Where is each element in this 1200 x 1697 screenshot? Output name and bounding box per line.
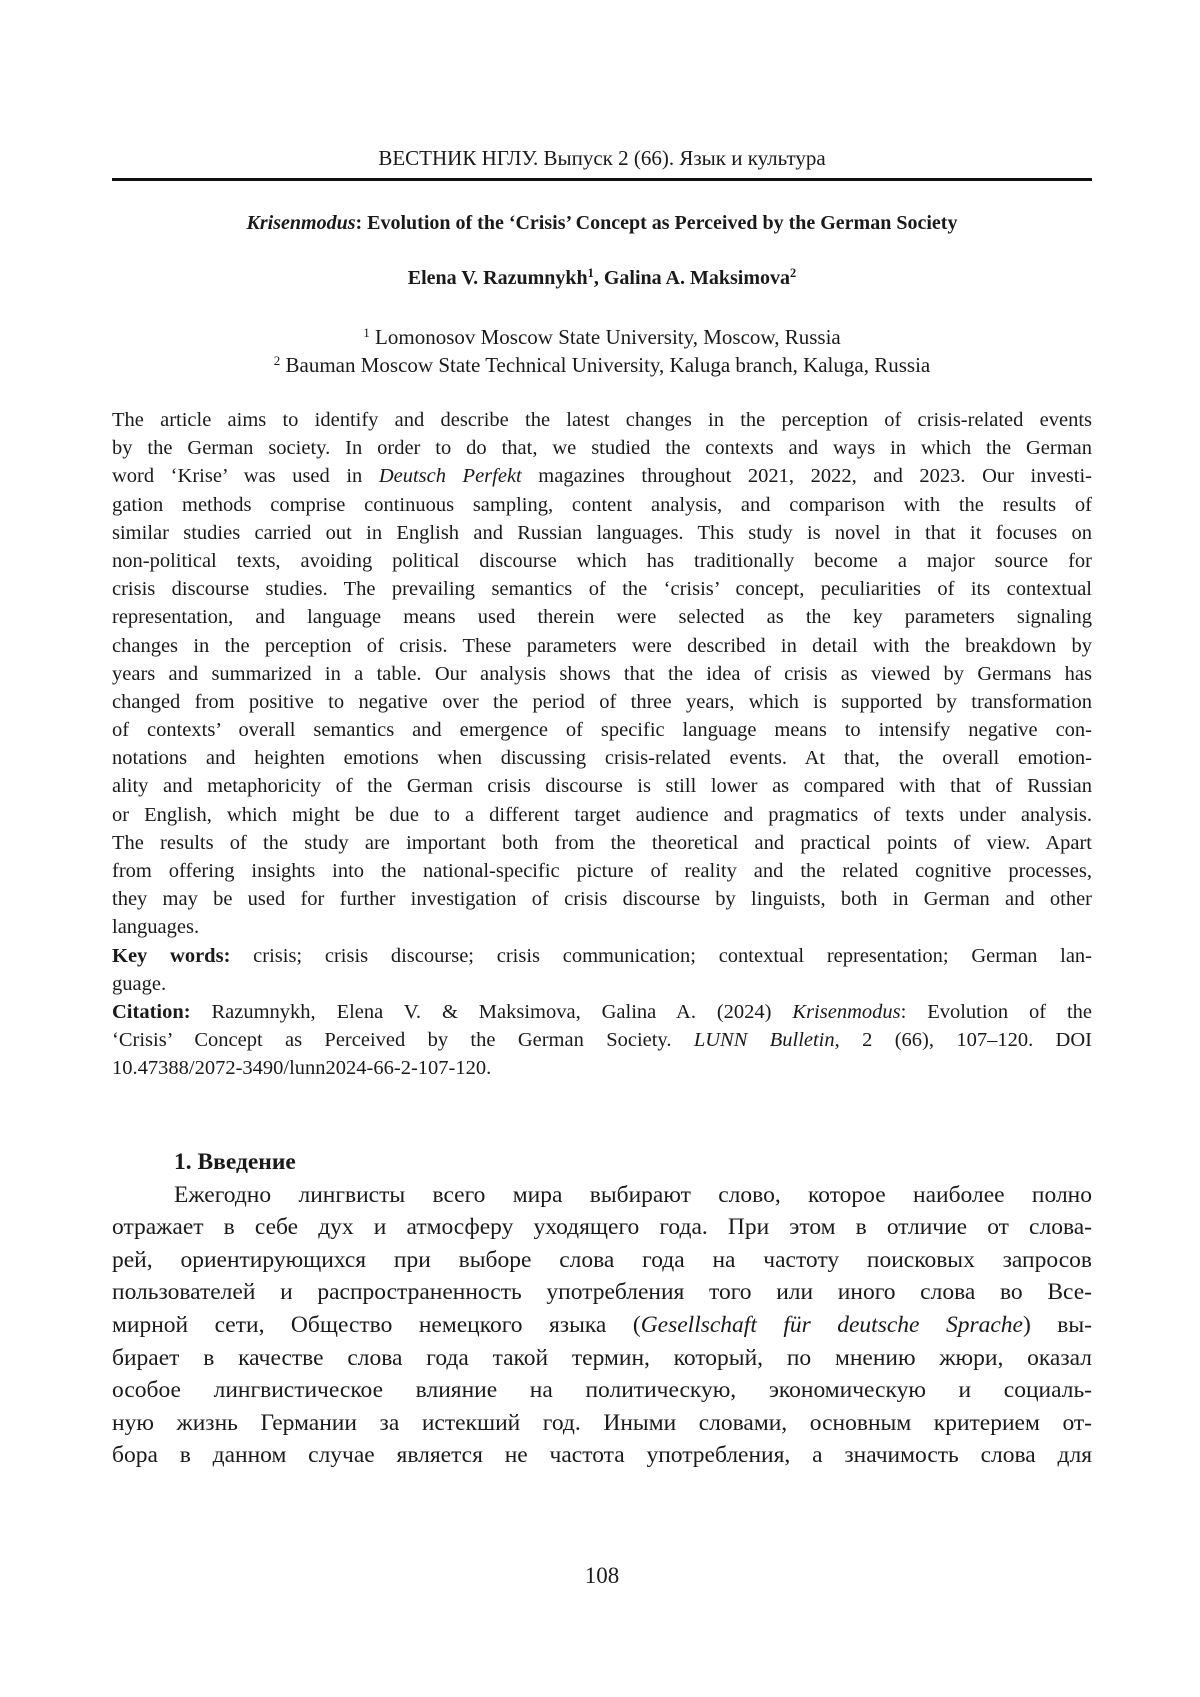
affiliation <box>112 351 1092 379</box>
text-line <box>112 744 1092 772</box>
text-segment: non-political texts, avoiding political discourse which has traditionally become a major source for <box>112 550 1092 572</box>
text-segment: word ‘Krise’ was used in <box>112 465 379 487</box>
text-segment: Ежегодно лингвисты всего мира выбирают слово, которое наиболее полно <box>174 1182 1092 1208</box>
text-line <box>112 519 1092 547</box>
text-segment: from offering insights into the national-specific picture of reality and the related cognitive processes, <box>112 860 1092 882</box>
text-line <box>112 801 1092 829</box>
text-line <box>112 716 1092 744</box>
text-line <box>112 1374 1092 1407</box>
text-line <box>112 857 1092 885</box>
text-segment: magazines throughout 2021, 2022, and 2023. Our investi- <box>522 465 1092 487</box>
text-segment: languages. <box>112 916 199 938</box>
text-segment: бирает в качестве слова года такой термин, который, по мнению жюри, оказал <box>112 1345 1092 1371</box>
running-head: ВЕСТНИК НГЛУ. Выпуск 2 (66). Язык и культура <box>112 146 1092 171</box>
text-line <box>112 1407 1092 1440</box>
text-line <box>112 998 1092 1026</box>
author-affil-mark: 2 <box>790 266 796 280</box>
text-line <box>112 942 1092 970</box>
text-segment: ‘Crisis’ Concept as Perceived by the German Society. <box>112 1029 694 1051</box>
affiliation-mark: 2 <box>274 353 281 368</box>
text-line <box>112 885 1092 913</box>
text-segment: notations and heighten emotions when discussing crisis-related events. At that, the overall emotion- <box>112 747 1092 769</box>
text-segment: отражает в себе дух и атмосферу уходящего года. При этом в отличие от слова- <box>112 1214 1092 1240</box>
text-segment: similar studies carried out in English and Russian languages. This study is novel in that it focuses on <box>112 522 1092 544</box>
affiliations <box>112 323 1092 379</box>
text-segment: years and summarized in a table. Our analysis shows that the idea of crisis as viewed by Germans has <box>112 663 1092 685</box>
text-segment: guage. <box>112 973 166 995</box>
page-number: 108 <box>112 1563 1092 1589</box>
text-segment: , 2 (66), 107–120. DOI <box>835 1029 1092 1051</box>
text-segment: Razumnykh, Elena V. & Maksimova, Galina A. (2024) <box>191 1001 793 1023</box>
affiliation <box>112 323 1092 351</box>
text-segment: crisis discourse studies. The prevailing semantics of the ‘crisis’ concept, peculiarities of its contextual <box>112 578 1092 600</box>
title-rest: : Evolution of the ‘Crisis’ Concept as Perceived by the German Society <box>355 212 957 234</box>
text-segment: representation, and language means used therein were selected as the key parameters signaling <box>112 606 1092 628</box>
text-line <box>112 1439 1092 1472</box>
text-line <box>112 1309 1092 1342</box>
text-segment: : Evolution of the <box>901 1001 1092 1023</box>
header-rule <box>112 178 1092 181</box>
text-segment: пользователей и распространенность употребления того или иного слова во Все- <box>112 1279 1092 1305</box>
abstract <box>112 406 1092 1083</box>
italic-text: LUNN Bulletin <box>694 1029 835 1051</box>
text-segment: мирной сети, Общество немецкого языка ( <box>112 1312 641 1338</box>
text-line <box>112 603 1092 631</box>
text-line <box>112 660 1092 688</box>
text-segment: The article aims to identify and describe the latest changes in the perception of crisis-related events <box>112 409 1092 431</box>
text-segment: бора в данном случае является не частота употребления, а значимость слова для <box>112 1442 1092 1468</box>
text-line <box>112 1342 1092 1375</box>
text-segment: crisis; crisis discourse; crisis communication; contextual representation; German lan- <box>230 945 1092 967</box>
text-segment: 10.47388/2072-3490/lunn2024-66-2-107-120. <box>112 1057 491 1079</box>
article-title <box>112 212 1092 235</box>
text-line <box>112 406 1092 434</box>
text-segment: ную жизнь Германии за истекший год. Иными словами, основным критерием от- <box>112 1410 1092 1436</box>
introduction-section <box>112 1146 1092 1472</box>
bold-label: Citation: <box>112 1001 191 1023</box>
text-segment: changed from positive to negative over the period of three years, which is supported by transformation <box>112 691 1092 713</box>
text-segment: ality and metaphoricity of the German crisis discourse is still lower as compared with that of Russian <box>112 775 1092 797</box>
text-line <box>112 547 1092 575</box>
section-heading: 1. Введение <box>112 1146 1092 1179</box>
text-segment: рей, ориентирующихся при выборе слова года на частоту поисковых запросов <box>112 1247 1092 1273</box>
text-segment: The results of the study are important both from the theoretical and practical points of view. Apart <box>112 832 1092 854</box>
text-line <box>112 1276 1092 1309</box>
author-name: Galina A. Maksimova <box>604 267 790 289</box>
text-line <box>112 1244 1092 1277</box>
text-segment: of contexts’ overall semantics and emergence of specific language means to intensify negative con- <box>112 719 1092 741</box>
text-line <box>112 462 1092 490</box>
text-segment: by the German society. In order to do that, we studied the contexts and ways in which the German <box>112 437 1092 459</box>
text-line <box>112 1179 1092 1212</box>
text-segment: особое лингвистическое влияние на политическую, экономическую и социаль- <box>112 1377 1092 1403</box>
text-segment: or English, which might be due to a different target audience and pragmatics of texts under analysis. <box>112 804 1092 826</box>
text-line <box>112 632 1092 660</box>
text-segment: gation methods comprise continuous sampling, content analysis, and comparison with the results of <box>112 494 1092 516</box>
text-line <box>112 913 1092 941</box>
italic-text: Deutsch Perfekt <box>379 465 522 487</box>
authors <box>112 267 1092 290</box>
italic-text: Gesellschaft für deutsche Sprache <box>641 1312 1023 1338</box>
author-separator: , <box>594 267 604 289</box>
section-body <box>112 1179 1092 1472</box>
text-line <box>112 1026 1092 1054</box>
affiliation-mark: 1 <box>363 325 370 340</box>
text-line <box>112 772 1092 800</box>
text-segment: they may be used for further investigation of crisis discourse by linguists, both in German and other <box>112 888 1092 910</box>
affiliation-text: Bauman Moscow State Technical University, Kaluga branch, Kaluga, Russia <box>280 353 930 377</box>
italic-text: Krisenmodus <box>792 1001 900 1023</box>
text-segment: changes in the perception of crisis. These parameters were described in detail with the breakdown by <box>112 635 1092 657</box>
text-line <box>112 1211 1092 1244</box>
title-italic: Krisenmodus <box>247 212 356 234</box>
text-line <box>112 491 1092 519</box>
author-name: Elena V. Razumnykh <box>408 267 588 289</box>
text-line <box>112 434 1092 462</box>
text-line <box>112 970 1092 998</box>
text-line <box>112 688 1092 716</box>
affiliation-text: Lomonosov Moscow State University, Moscow, Russia <box>370 325 841 349</box>
text-line <box>112 829 1092 857</box>
bold-label: Key words: <box>112 945 230 967</box>
text-line <box>112 1054 1092 1082</box>
author-affil-mark: 1 <box>588 266 594 280</box>
text-line <box>112 575 1092 603</box>
text-segment: ) вы- <box>1023 1312 1092 1338</box>
